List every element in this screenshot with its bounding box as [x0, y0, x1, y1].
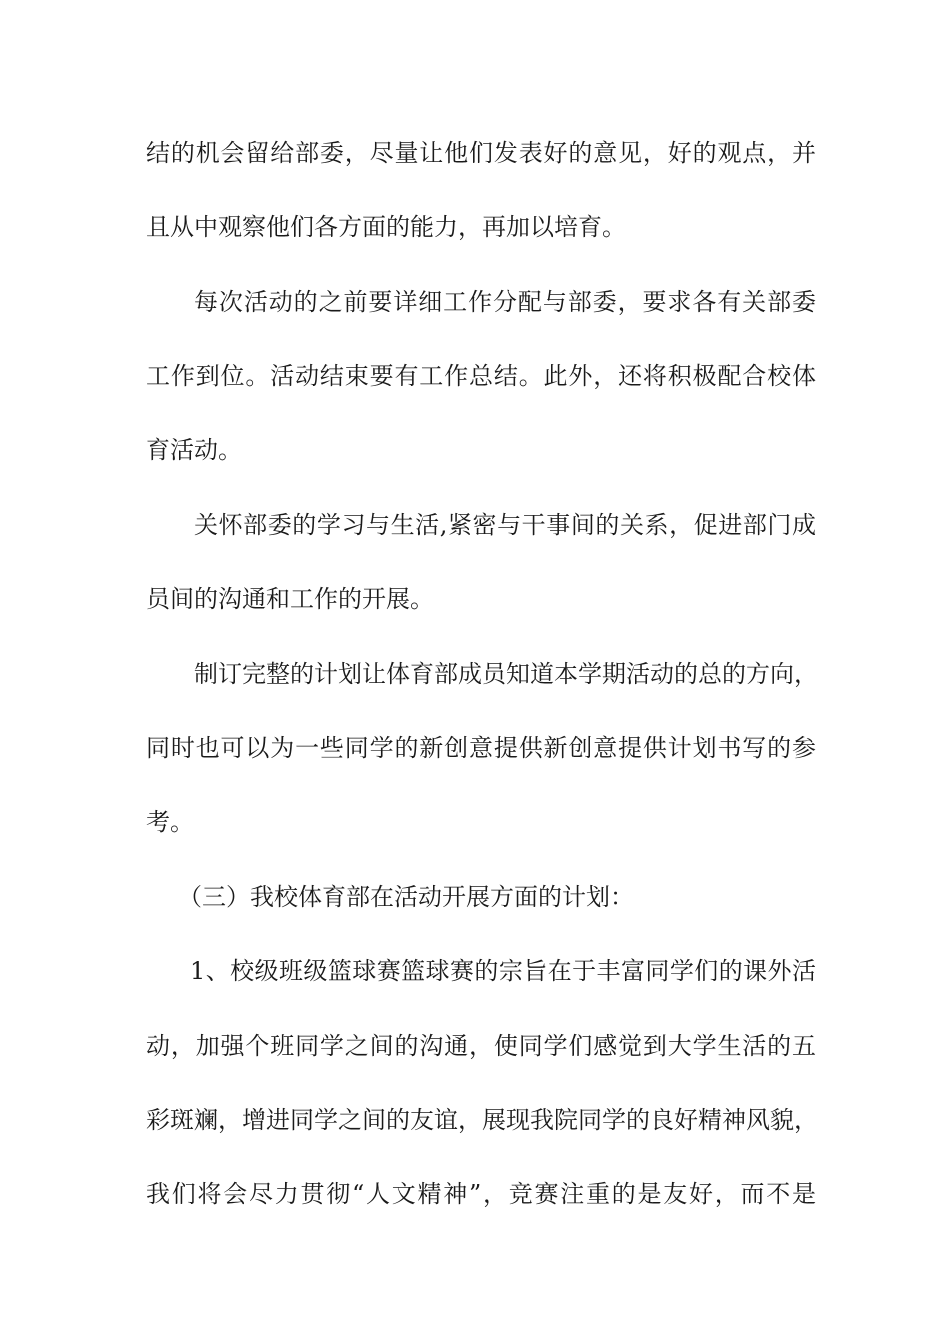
- text-line: 且从中观察他们各方面的能力，再加以培育。: [146, 213, 626, 241]
- text-line: 育活动。: [146, 436, 242, 464]
- paragraph-first-line: 1、校级班级篮球赛篮球赛的宗旨在于丰富同学们的课外活: [190, 957, 816, 985]
- paragraph-first-line: 制订完整的计划让体育部成员知道本学期活动的总的方向，: [194, 660, 818, 688]
- text-line: 彩斑斓，增进同学之间的友谊，展现我院同学的良好精神风貌，: [146, 1106, 818, 1134]
- text-line: 考。: [146, 808, 194, 836]
- section-heading: （三）我校体育部在活动开展方面的计划：: [178, 883, 634, 911]
- text-line: 结的机会留给部委，尽量让他们发表好的意见，好的观点，并: [146, 139, 816, 167]
- paragraph-first-line: 每次活动的之前要详细工作分配与部委，要求各有关部委: [194, 288, 816, 316]
- text-line: 同时也可以为一些同学的新创意提供新创意提供计划书写的参: [146, 734, 816, 762]
- text-line: 我们将会尽力贯彻“人文精神”，竞赛注重的是友好，而不是: [146, 1180, 816, 1208]
- text-line: 员间的沟通和工作的开展。: [146, 585, 434, 613]
- paragraph-first-line: 关怀部委的学习与生活,紧密与干事间的关系，促进部门成: [194, 511, 816, 539]
- text-line: 工作到位。活动结束要有工作总结。此外，还将积极配合校体: [146, 362, 816, 390]
- text-line: 动，加强个班同学之间的沟通，使同学们感觉到大学生活的五: [146, 1032, 816, 1060]
